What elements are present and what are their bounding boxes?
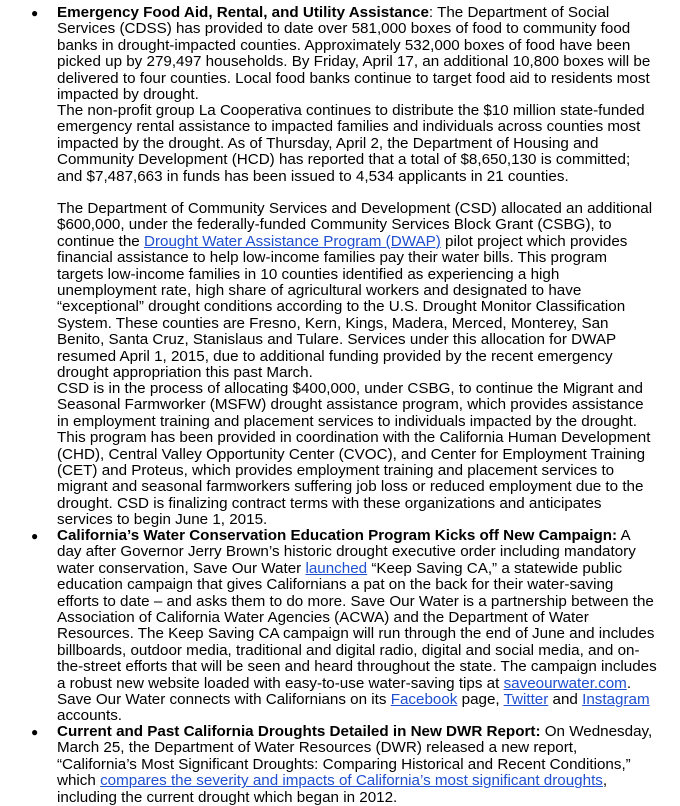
section-msfw xyxy=(57,381,657,529)
paragraph-text: pilot project which provides financial assistance to help low-income families pay their water bills. This program targets low-income families in 10 counties identified as experiencing a high unemployment rate, high share of agricultural workers and designated to have “exceptional” drought conditions according to the U.S. Drought Monitor Classification System. These counties are Fresno, Kern, Kings, Madera, Merced, Monterey, San Benito, Santa Cruz, Stanislaus and Tulare. Services under this allocation for DWAP resumed April 1, 2015, due to additional funding provided by the recent emergency drought appropriation this past March. xyxy=(57,232,628,382)
bullet-icon: ● xyxy=(31,725,39,739)
section-heading: California’s Water Conservation Education Program Kicks off New Campaign: xyxy=(57,527,618,544)
paragraph-keep-saving-ca xyxy=(57,528,657,725)
section-water-conservation xyxy=(57,528,657,725)
section-heading: Emergency Food Aid, Rental, and Utility Assistance xyxy=(57,4,429,21)
bullet-icon: ● xyxy=(31,6,39,20)
paragraph-food-aid xyxy=(57,5,657,103)
paragraph-text: The Department of Community Services and Development (CSD) allocated an additional $600,000, under the federally-funded Community Services Block Grant (CSBG), to continue the xyxy=(57,200,653,250)
section-dwap xyxy=(57,201,657,381)
paragraph-text: and xyxy=(548,691,583,709)
paragraph-text: . Save Our Water connects with Californians on its xyxy=(57,674,632,709)
paragraph-text: A day after Governor Jerry Brown’s historic drought executive order including mandatory water conservation, Save Our Water xyxy=(57,527,636,577)
paragraph-msfw: CSD is in the process of allocating $400,000, under CSBG, to continue the Migrant and Seasonal Farmworker (MSFW) drought assistance program, which provides assistance in employment training and placement services to individuals impacted by the drought. This program has been provided in coordination with the California Human Development (CHD), Central Valley Opportunity Center (CVOC), and Center for Employment Training (CET) and Proteus, which provides employment training and placement services to migrant and seasonal farmworkers suffering job loss or reduced employment due to the drought. CSD is finalizing contract terms with these organizations and anticipates services to begin June 1, 2015. xyxy=(57,380,651,529)
paragraph-dwr-report xyxy=(57,724,657,806)
bullet-icon: ● xyxy=(31,529,39,543)
paragraph-text: page, xyxy=(457,691,504,709)
section-dwr-report xyxy=(57,724,657,806)
paragraph-text: accounts. xyxy=(57,707,123,725)
paragraph-text: “Keep Saving CA,” a statewide public education campaign that gives Californians a pat on the back for their water-saving efforts to date – and asks them to do more. Save Our Water is a partnership between the Association of California Water Agencies (ACWA) and the Department of Water Resources. The Keep Saving CA campaign will run through the end of June and includes billboards, outdoor media, traditional and digital radio, digital and social media, and on-the-street efforts that will be seen and heard throughout the state. The campaign includes a robust new website loaded with easy-to-use water-saving tips at xyxy=(57,559,657,692)
paragraph-text: On Wednesday, March 25, the Department of Water Resources (DWR) released a new report, “California’s Most Significant Droughts: Comparing Historical and Recent Conditions,” which xyxy=(57,723,653,790)
paragraph-text: : The Department of Social Services (CDSS) has provided to date over 581,000 boxes of food to community food banks in drought-impacted counties. Approximately 532,000 boxes of food have been picked up by 279,497 households. By Friday, April 17, an additional 10,800 boxes will be delivered to four counties. Local food banks continue to target food aid to residents most impacted by drought. xyxy=(57,4,651,104)
dwap-link[interactable]: Drought Water Assistance Program (DWAP) xyxy=(143,232,441,250)
saveourwater-link[interactable]: saveourwater.com xyxy=(503,674,627,692)
section-heading: Current and Past California Droughts Detailed in New DWR Report: xyxy=(57,723,541,740)
section-emergency-food-aid xyxy=(57,5,657,103)
paragraph-rental-assistance: The non-profit group La Cooperativa continues to distribute the $10 million state-funded emergency rental assistance to impacted families and individuals across counties most impacted by the drought. As of Thursday, April 2, the Department of Housing and Community Development (HCD) has reported that a total of $8,650,130 is committed; and $7,487,663 in funds has been issued to 4,534 applicants in 21 counties. xyxy=(57,102,645,185)
facebook-link[interactable]: Facebook xyxy=(390,691,458,709)
twitter-link[interactable]: Twitter xyxy=(503,691,549,709)
droughts-report-link[interactable]: compares the severity and impacts of California’s most significant droughts xyxy=(100,772,603,790)
paragraph-dwap xyxy=(57,201,657,381)
launched-link[interactable]: launched xyxy=(305,559,368,577)
instagram-link[interactable]: Instagram xyxy=(582,691,650,709)
paragraph-text: , including the current drought which began in 2012. xyxy=(57,772,608,806)
section-rental-assistance xyxy=(57,103,657,185)
